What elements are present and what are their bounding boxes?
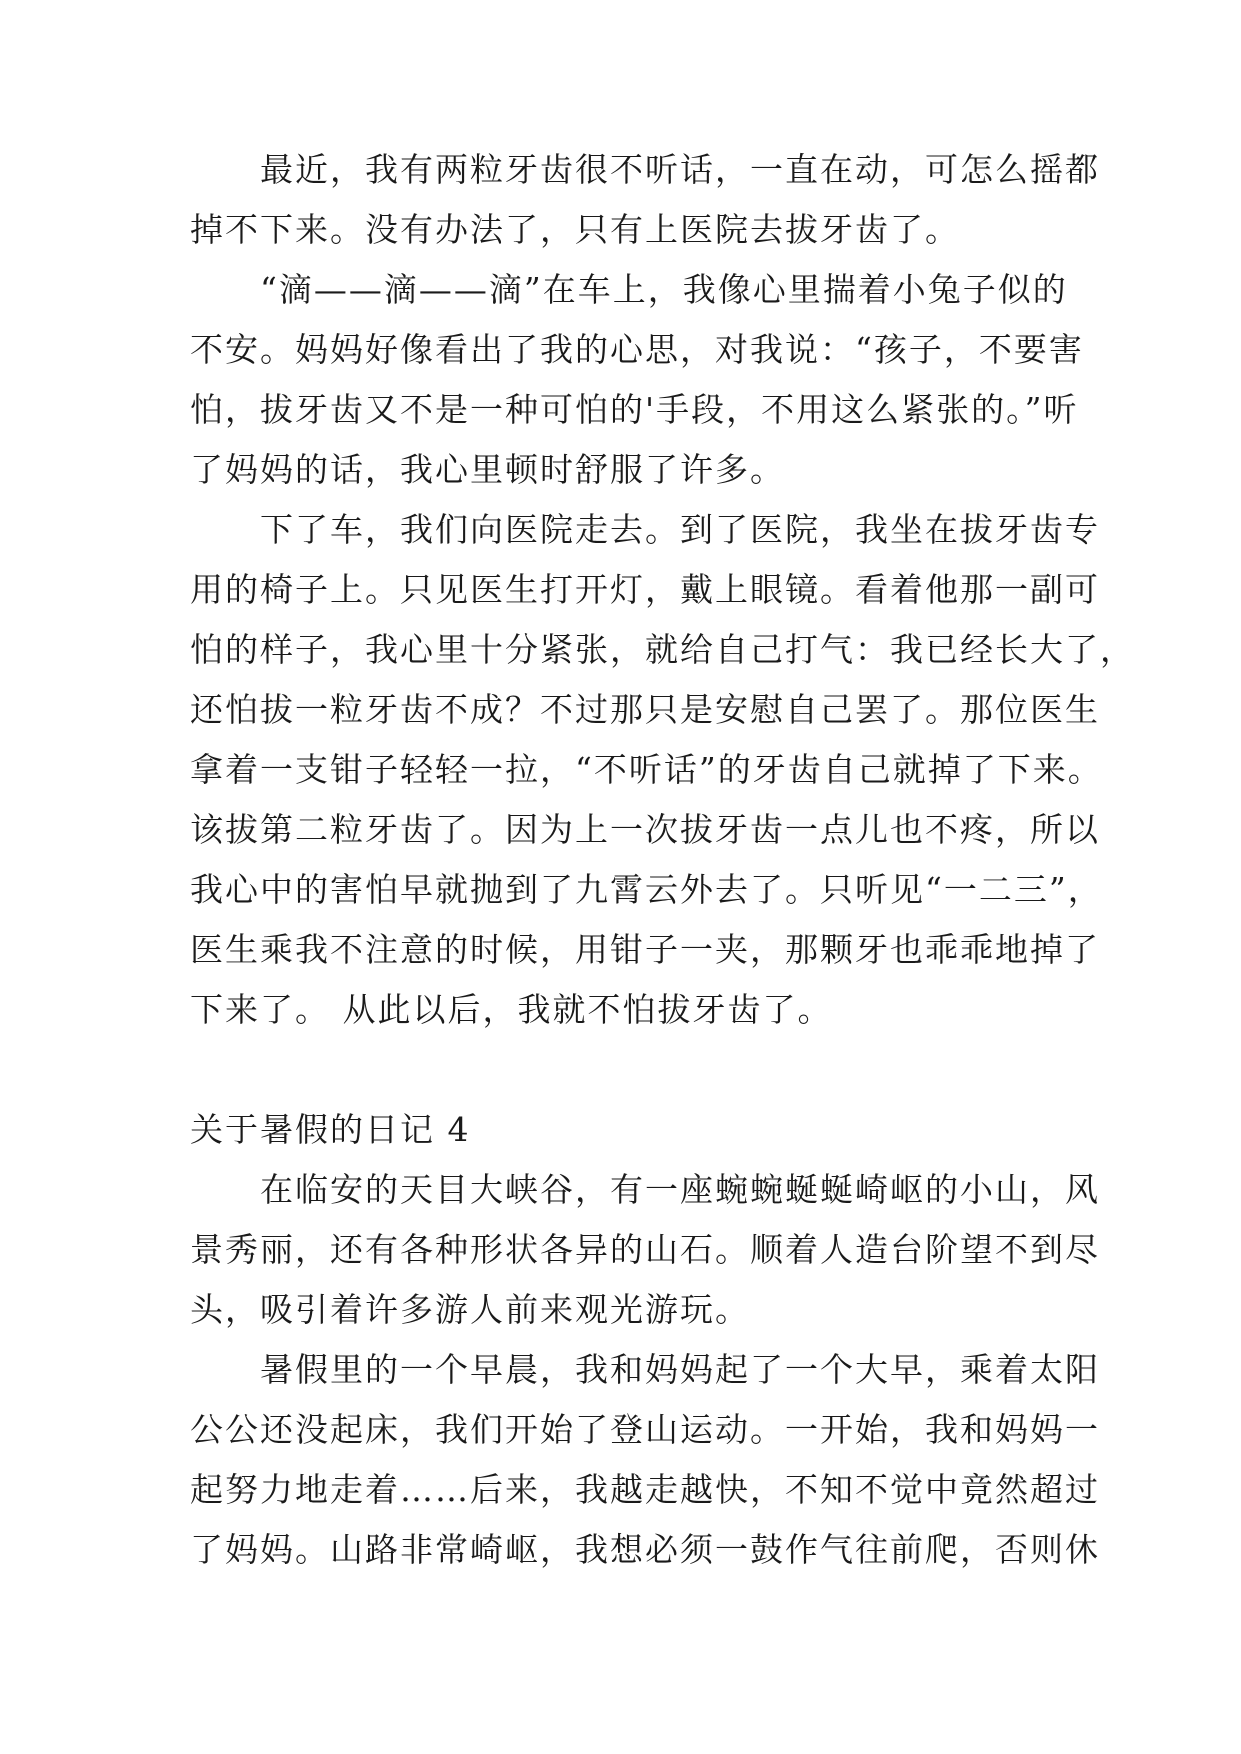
- text-line: 了妈妈。山路非常崎岖，我想必须一鼓作气往前爬，否则休: [190, 1530, 1100, 1569]
- text-line: 下来了。 从此以后，我就不怕拔牙齿了。: [190, 990, 833, 1029]
- section-heading: 关于暑假的日记 4: [190, 1110, 471, 1149]
- text-line: 不安。妈妈好像看出了我的心思，对我说：“孩子，不要害: [190, 330, 1084, 369]
- text-line: 起努力地走着……后来，我越走越快，不知不觉中竟然超过: [190, 1470, 1100, 1509]
- text-line: 掉不下来。没有办法了，只有上医院去拔牙齿了。: [190, 210, 960, 249]
- text-line: 医生乘我不注意的时候，用钳子一夹，那颗牙也乖乖地掉了: [190, 930, 1100, 969]
- text-line: 拿着一支钳子轻轻一拉，“不听话”的牙齿自己就掉了下来。: [190, 750, 1103, 789]
- text-line: 我心中的害怕早就抛到了九霄云外去了。只听见“一二三”，: [190, 870, 1103, 909]
- text-line: 暑假里的一个早晨，我和妈妈起了一个大早，乘着太阳: [190, 1350, 1100, 1389]
- text-line: 头，吸引着许多游人前来观光游玩。: [190, 1290, 750, 1329]
- text-line: 公公还没起床，我们开始了登山运动。一开始，我和妈妈一: [190, 1410, 1100, 1449]
- text-line: 在临安的天目大峡谷，有一座蜿蜿蜒蜒崎岖的小山，风: [190, 1170, 1100, 1209]
- text-line: 怕，拔牙齿又不是一种可怕的'手段，不用这么紧张的。”听: [190, 390, 1079, 429]
- text-line: 下了车，我们向医院走去。到了医院，我坐在拔牙齿专: [190, 510, 1100, 549]
- text-line: 景秀丽，还有各种形状各异的山石。顺着人造台阶望不到尽: [190, 1230, 1100, 1269]
- text-line: 怕的样子，我心里十分紧张，就给自己打气：我已经长大了，: [190, 630, 1135, 669]
- text-line: “滴——滴——滴”在车上，我像心里揣着小兔子似的: [190, 270, 1068, 309]
- text-line: 最近，我有两粒牙齿很不听话，一直在动，可怎么摇都: [190, 150, 1100, 189]
- text-line: 该拔第二粒牙齿了。因为上一次拔牙齿一点儿也不疼，所以: [190, 810, 1100, 849]
- text-line: 还怕拔一粒牙齿不成？不过那只是安慰自己罢了。那位医生: [190, 690, 1100, 729]
- text-line: 用的椅子上。只见医生打开灯，戴上眼镜。看着他那一副可: [190, 570, 1100, 609]
- text-line: 了妈妈的话，我心里顿时舒服了许多。: [190, 450, 785, 489]
